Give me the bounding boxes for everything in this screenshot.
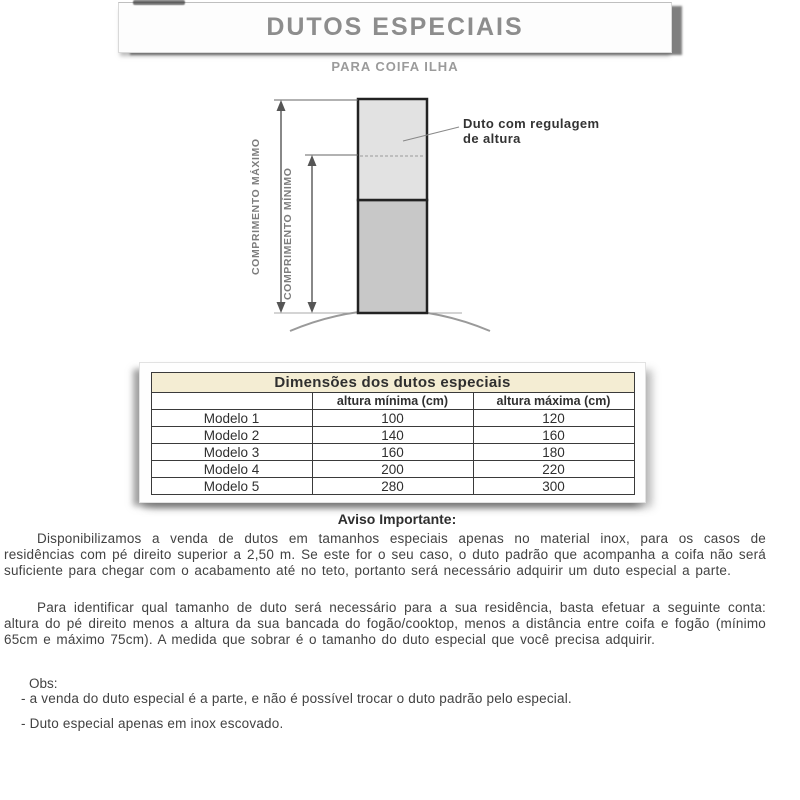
duct-adjustment-label: Duto com regulagem de altura	[463, 116, 600, 146]
obs-item: - a venda do duto especial é a parte, e não é possível trocar o duto padrão pelo especial.	[21, 691, 572, 706]
duct-upper-section	[358, 99, 427, 200]
obs-item: - Duto especial apenas em inox escovado.	[21, 716, 284, 731]
min-length-label: COMPRIMENTO MÍNIMO	[282, 167, 294, 301]
min-length-arrow	[308, 155, 317, 313]
dimensions-table-box	[139, 362, 646, 503]
max-length-label: COMPRIMENTO MÁXIMO	[250, 138, 262, 275]
table-title: Dimensões dos dutos especiais	[151, 373, 634, 393]
notice-paragraph-1: Disponibilizamos a venda de dutos em tamanhos especiais apenas no material inox, para os casos de residências com pé direito superior a 2,50 m. Se este for o seu caso, o duto padrão que acompanha a coifa não será suficiente para chegar com o acabamento até no teto, portanto será necessário adquirir um duto especial a parte.	[4, 531, 766, 578]
table-row: Modelo 1 100 120	[151, 410, 634, 427]
column-header-model	[151, 393, 312, 410]
column-header-max-height: altura máxima (cm)	[473, 393, 634, 410]
obs-label: Obs:	[29, 676, 58, 691]
table-row: Modelo 3 160 180	[151, 444, 634, 461]
notice-heading: Aviso Importante:	[337, 511, 457, 527]
page-title: DUTOS ESPECIAIS	[266, 13, 524, 41]
table-row: Modelo 2 140 160	[151, 427, 634, 444]
table-row: Modelo 4 200 220	[151, 461, 634, 478]
duct-lower-section	[358, 200, 427, 313]
dimensions-table	[151, 372, 635, 495]
column-header-min-height: altura mínima (cm)	[312, 393, 473, 410]
table-row: Modelo 5 280 300	[151, 478, 634, 495]
page-subtitle: PARA COIFA ILHA	[331, 59, 459, 74]
duct-diagram	[240, 90, 670, 350]
title-bar	[118, 2, 672, 53]
notice-paragraph-2: Para identificar qual tamanho de duto será necessário para a sua residência, basta efetuar a seguinte conta: altura do pé direito menos a altura da sua bancada do fogão/cooktop, menos a distância entre coifa e fogão (mínimo 65cm e máximo 75cm). A medida que sobrar é o tamanho do duto especial que você precisa adquirir.	[4, 600, 766, 647]
